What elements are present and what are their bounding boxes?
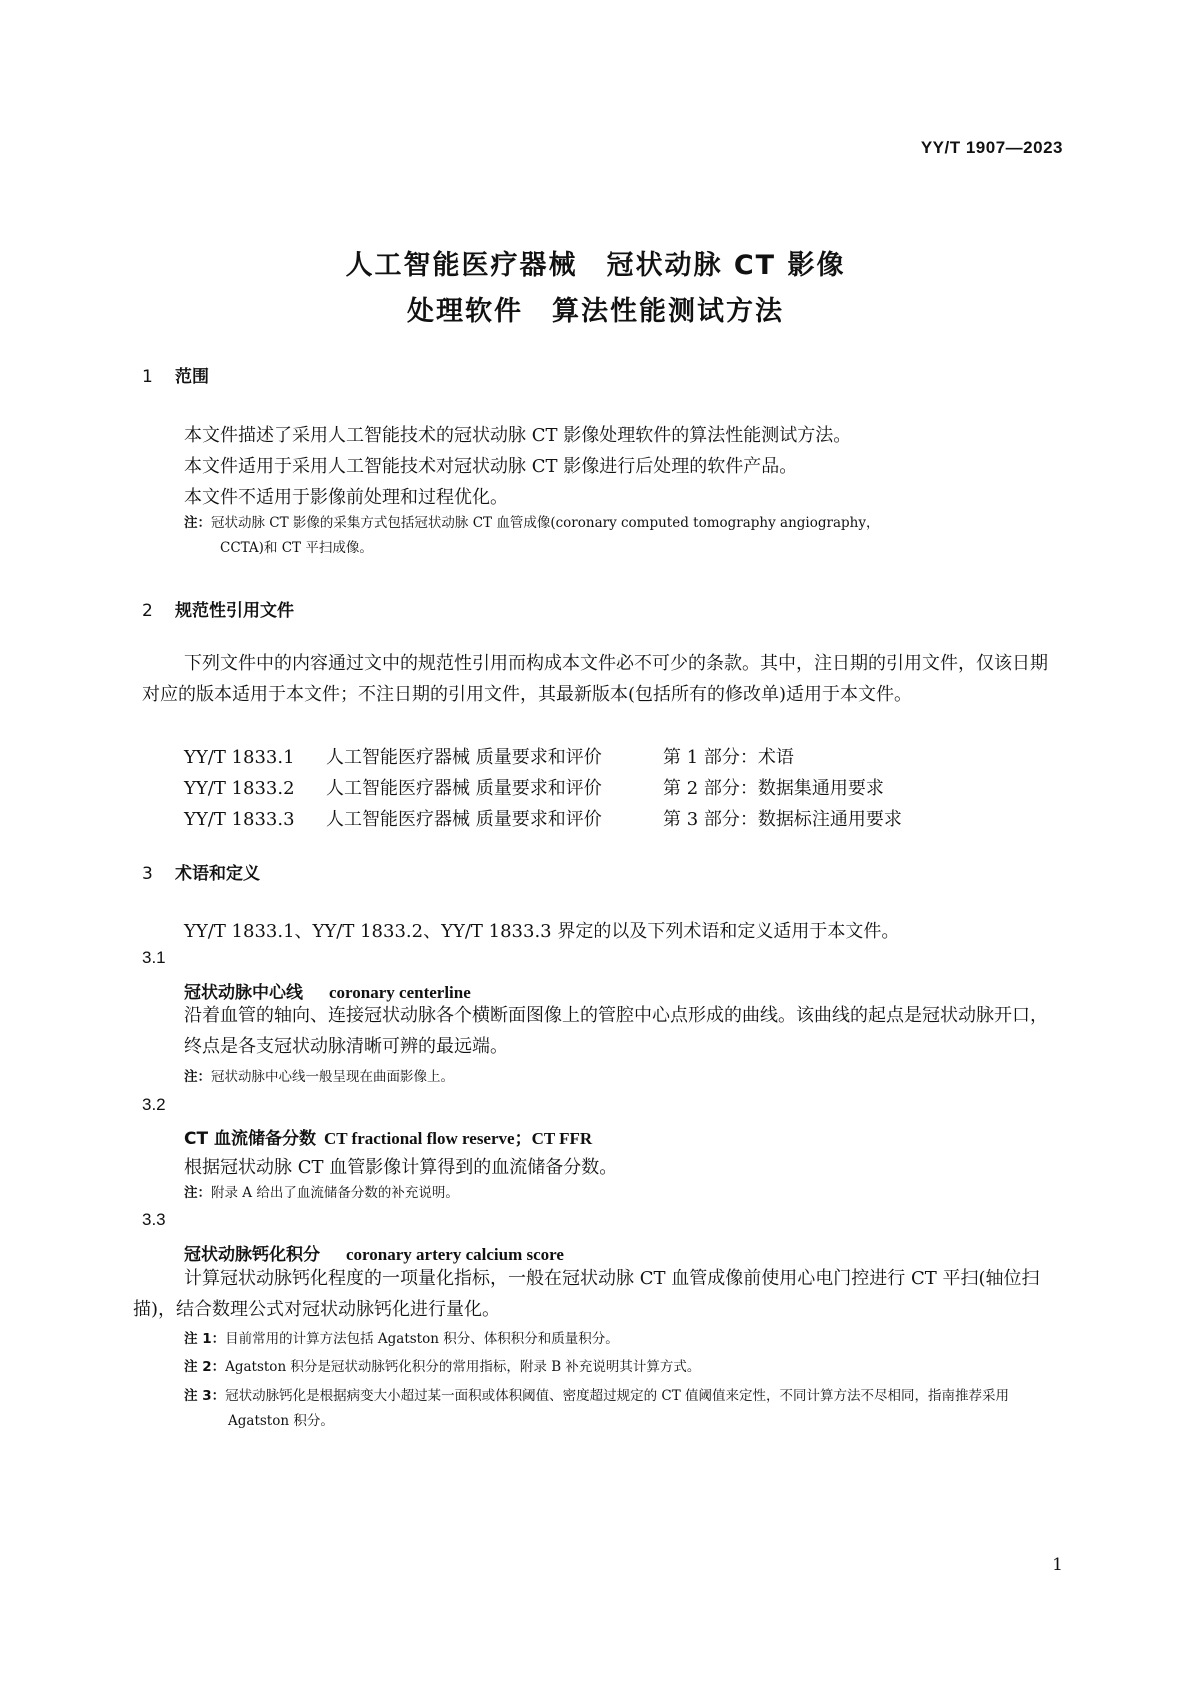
note-label: 注 2： [184, 1359, 226, 1375]
clause-number: 3.2 [142, 1095, 166, 1114]
term-english: coronary centerline [329, 983, 471, 1002]
reference-item [184, 805, 902, 831]
term-heading [184, 1240, 564, 1265]
term-definition: 根据冠状动脉 CT 血管影像计算得到的血流储备分数。 [184, 1157, 618, 1178]
document-title-line-2: 处理软件 算法性能测试方法 [407, 296, 784, 327]
note-label: 注： [184, 515, 211, 531]
term-english: CT fractional flow reserve；CT FFR [324, 1129, 593, 1148]
section-2-heading [142, 596, 294, 621]
note-label: 注： [184, 1069, 211, 1085]
note-text: Agatston 积分是冠状动脉钙化积分的常用指标，附录 B 补充说明其计算方式。 [225, 1359, 701, 1375]
note-label: 注 1： [184, 1331, 226, 1347]
section-title: 范围 [175, 367, 209, 387]
section-number: 2 [142, 601, 153, 621]
reference-part: 第 3 部分：数据标注通用要求 [663, 809, 902, 830]
note-text: 附录 A 给出了血流储备分数的补充说明。 [211, 1185, 459, 1201]
term-english: coronary artery calcium score [346, 1245, 564, 1264]
standard-code: YY/T 1907—2023 [920, 138, 1063, 157]
paragraph: 本文件描述了采用人工智能技术的冠状动脉 CT 影像处理软件的算法性能测试方法。 [184, 425, 852, 446]
reference-title: 人工智能医疗器械 质量要求和评价 [326, 747, 602, 768]
note-text: 冠状动脉钙化是根据病变大小超过某一面积或体积阈值、密度超过规定的 CT 值阈值来定性，不同计算方法不尽相同，指南推荐采用 Agatston 积分。 [225, 1388, 1010, 1429]
reference-title: 人工智能医疗器械 质量要求和评价 [326, 778, 602, 799]
paragraph: 本文件适用于采用人工智能技术对冠状动脉 CT 影像进行后处理的软件产品。 [184, 456, 798, 477]
note-text-continued: CCTA)和 CT 平扫成像。 [220, 540, 373, 556]
section-2-intro: 下列文件中的内容通过文中的规范性引用而构成本文件必不可少的条款。其中，注日期的引用文件，仅该日期对应的版本适用于本文件；不注日期的引用文件，其最新版本(包括所有的修改单)适用于本文件。 [142, 653, 1048, 705]
reference-code: YY/T 1833.2 [184, 778, 295, 799]
section-number: 1 [142, 367, 153, 387]
reference-item [184, 774, 884, 800]
note-text: 冠状动脉 CT 影像的采集方式包括冠状动脉 CT 血管成像(coronary computed tomography angiography， [211, 515, 880, 531]
note-label: 注： [184, 1185, 211, 1201]
section-1-heading [142, 362, 209, 387]
term-heading [184, 1124, 592, 1149]
reference-code: YY/T 1833.3 [184, 809, 295, 830]
section-3-heading [142, 859, 260, 884]
term-note [184, 1355, 1064, 1380]
note-label: 注 3： [184, 1388, 226, 1404]
reference-part: 第 2 部分：数据集通用要求 [663, 778, 884, 799]
reference-item [184, 743, 794, 769]
reference-code: YY/T 1833.1 [184, 747, 295, 768]
document-title-line-1: 人工智能医疗器械 冠状动脉 CT 影像 [345, 250, 846, 281]
term-definition: 沿着血管的轴向、连接冠状动脉各个横断面图像上的管腔中心点形成的曲线。该曲线的起点是冠状动脉开口，终点是各支冠状动脉清晰可辨的最远端。 [184, 1005, 1048, 1057]
section-title: 术语和定义 [175, 864, 260, 884]
section-1-note [184, 511, 1064, 561]
term-note [184, 1065, 1064, 1090]
section-3-intro: YY/T 1833.1、YY/T 1833.2、YY/T 1833.3 界定的以及下列术语和定义适用于本文件。 [184, 921, 900, 942]
term-chinese: 冠状动脉中心线 [184, 983, 303, 1003]
clause-number: 3.3 [142, 1210, 166, 1229]
reference-title: 人工智能医疗器械 质量要求和评价 [326, 809, 602, 830]
term-note [184, 1181, 1064, 1206]
clause-number: 3.1 [142, 948, 166, 967]
paragraph: 本文件不适用于影像前处理和过程优化。 [184, 487, 508, 508]
section-number: 3 [142, 864, 153, 884]
page-number: 1 [1052, 1555, 1063, 1575]
note-text: 冠状动脉中心线一般呈现在曲面影像上。 [211, 1069, 454, 1085]
reference-part: 第 1 部分：术语 [663, 747, 794, 768]
term-note [184, 1327, 1064, 1352]
term-note [184, 1384, 1064, 1434]
term-definition: 计算冠状动脉钙化程度的一项量化指标，一般在冠状动脉 CT 血管成像前使用心电门控进行 CT 平扫(轴位扫描)，结合数理公式对冠状动脉钙化进行量化。 [133, 1268, 1040, 1320]
section-title: 规范性引用文件 [175, 601, 294, 621]
term-chinese: CT 血流储备分数 [184, 1129, 316, 1149]
term-chinese: 冠状动脉钙化积分 [184, 1245, 320, 1265]
note-text: 目前常用的计算方法包括 Agatston 积分、体积积分和质量积分。 [225, 1331, 619, 1347]
